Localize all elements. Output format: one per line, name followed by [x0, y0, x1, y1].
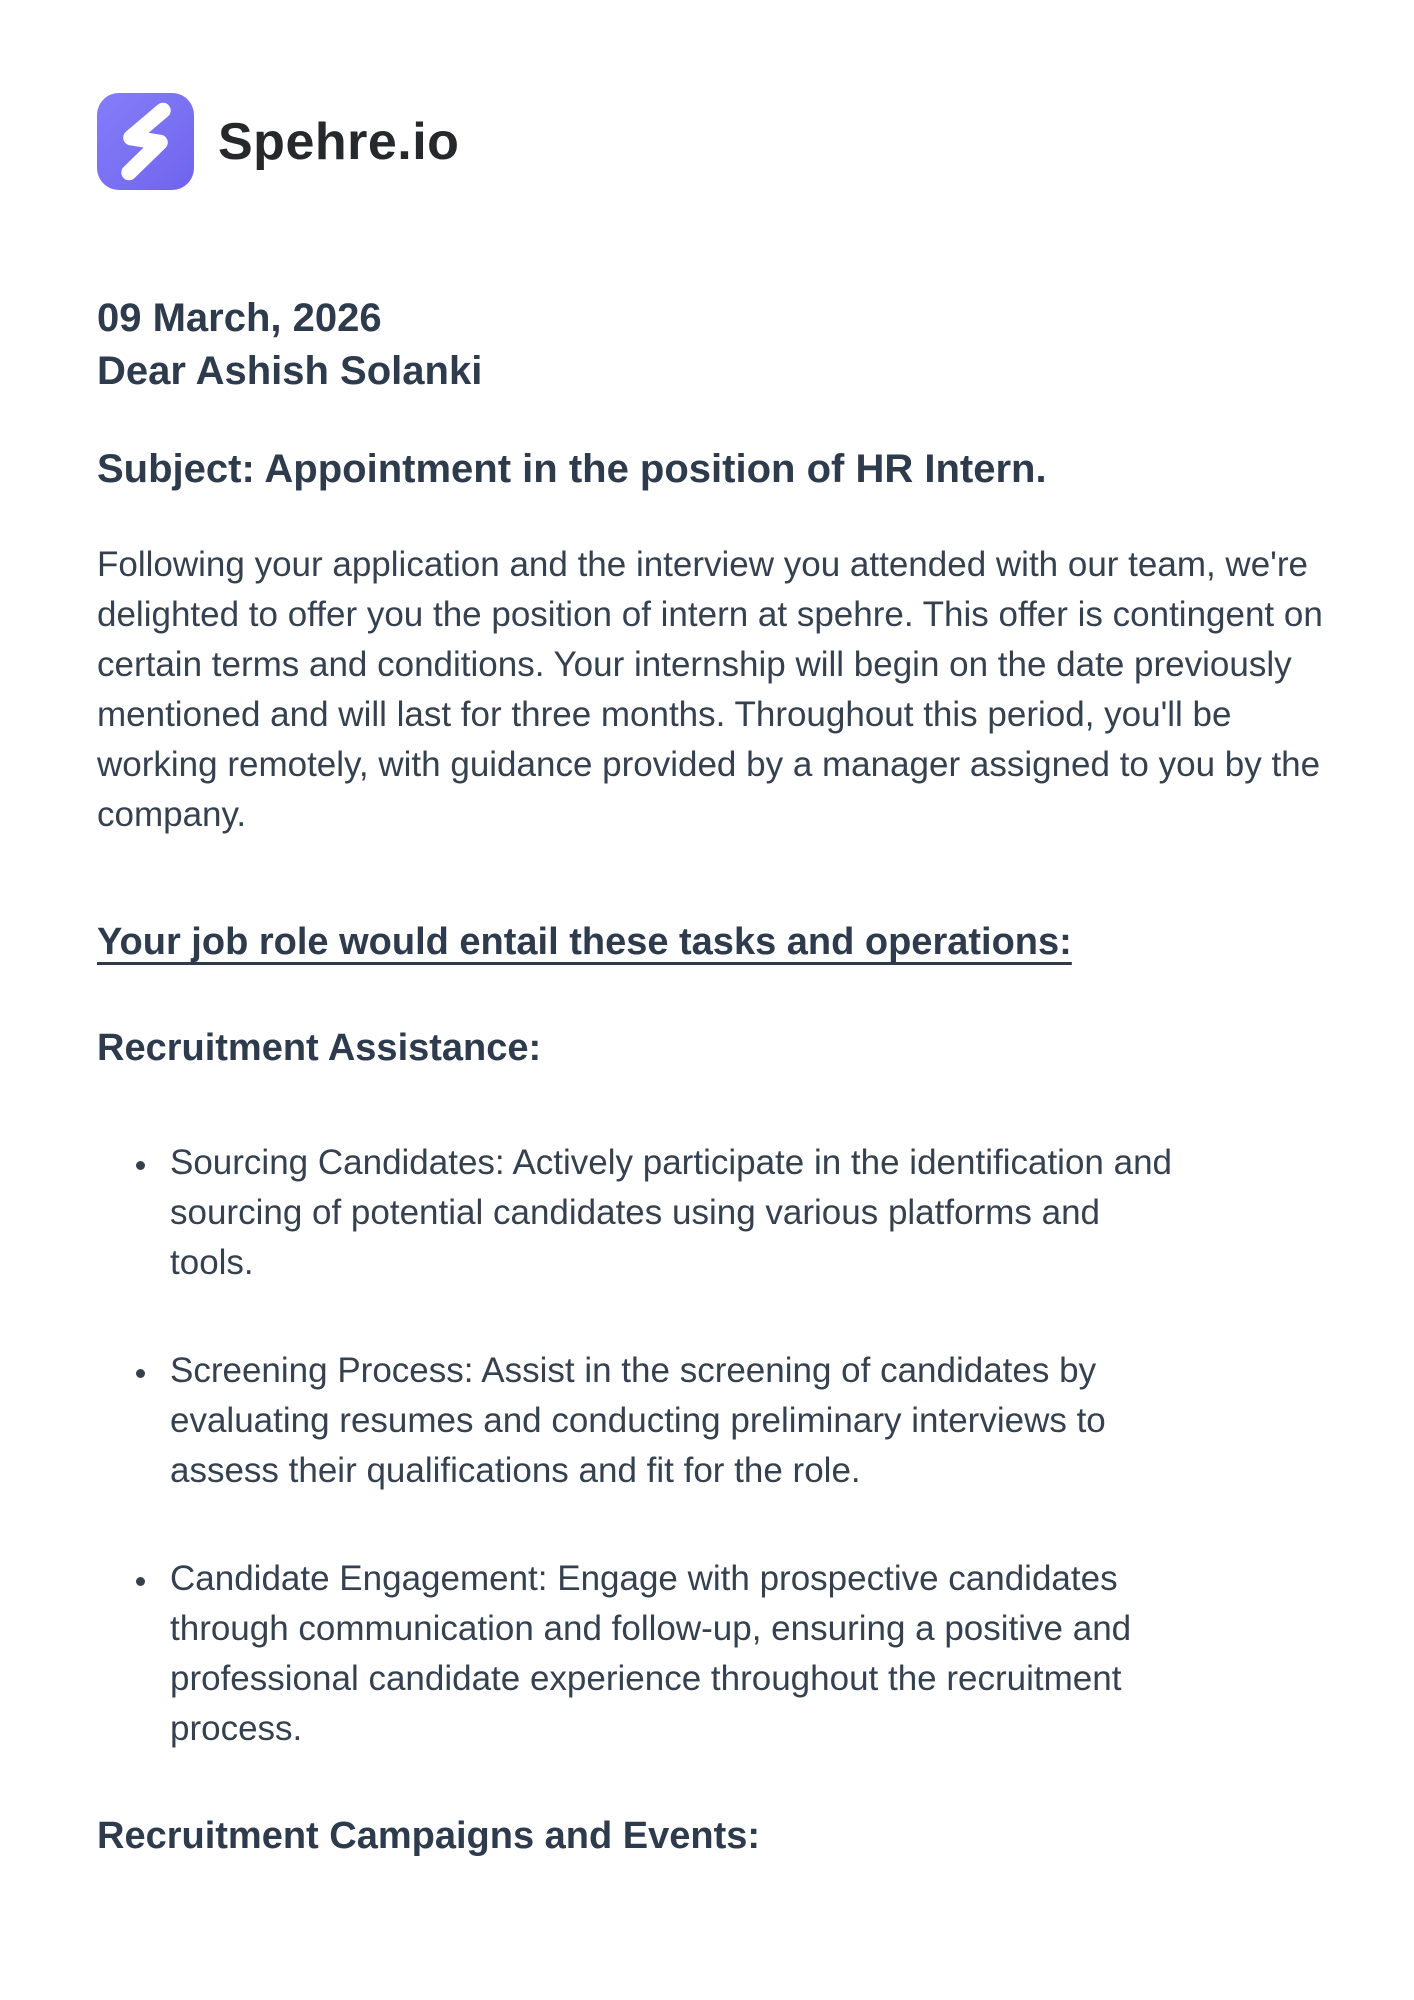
list-item-candidate-engagement: • Candidate Engagement: Engage with prospective candidates through communication and follow-up, ensuring a positive and professional candidate experience throughout the recruitment process. — [160, 1554, 1177, 1754]
list-item-sourcing-candidates: • Sourcing Candidates: Actively participate in the identification and sourcing of potential candidates using various platforms and tools. — [160, 1138, 1177, 1288]
letter-dateline — [97, 292, 1330, 398]
brand-header — [97, 93, 1330, 190]
letter-date: 09 March, 2026 — [97, 296, 382, 340]
spehre-logo — [97, 93, 194, 190]
letter-subject: Subject: Appointment in the position of HR Intern. — [97, 447, 1047, 491]
section-title-recruitment-campaigns: Recruitment Campaigns and Events: — [97, 1815, 761, 1857]
intro-paragraph: Following your application and the interview you attended with our team, we're delighted to offer you the position of intern at spehre. This offer is contingent on certain terms and conditions. Your internship will begin on the date previously mentioned and will last for three months. Throughout this period, you'll be working remotely, with guidance provided by a manager assigned to you by the company. — [97, 545, 1323, 834]
recruitment-assistance-list — [97, 1138, 1177, 1754]
s-bolt-icon — [97, 93, 194, 190]
brand-name: Spehre.io — [218, 112, 460, 171]
section-title-recruitment-assistance: Recruitment Assistance: — [97, 1027, 542, 1069]
letter-greeting: Dear Ashish Solanki — [97, 349, 483, 393]
tasks-heading: Your job role would entail these tasks and operations: — [97, 921, 1072, 963]
list-item-screening-process: • Screening Process: Assist in the screening of candidates by evaluating resumes and conducting preliminary interviews to assess their qualifications and fit for the role. — [160, 1346, 1177, 1496]
